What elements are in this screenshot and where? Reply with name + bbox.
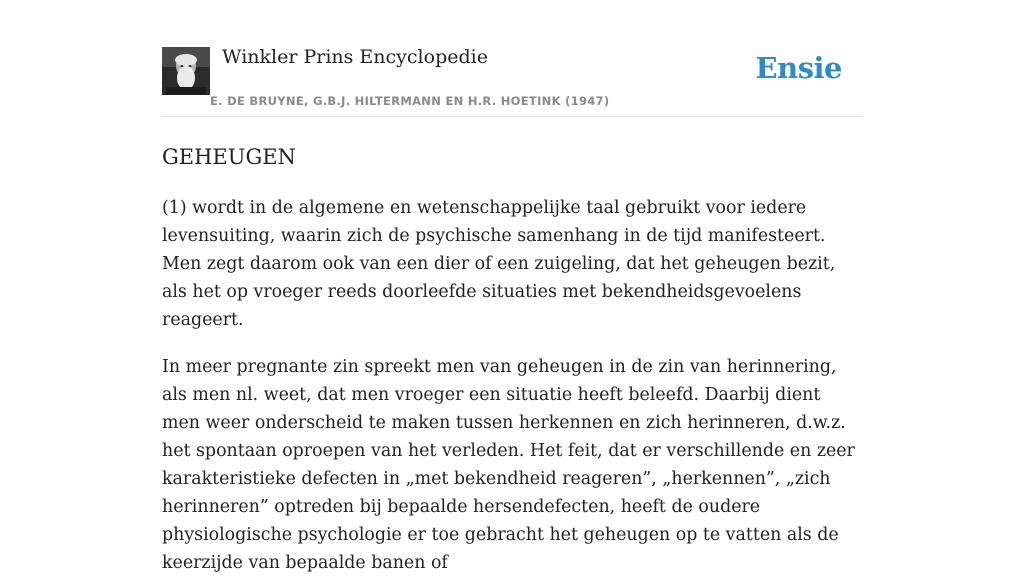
author-credits: E. DE BRUYNE, G.B.J. HILTERMANN EN H.R. HOETINK (1947) — [210, 94, 610, 108]
article-paragraph-1: (1) wordt in de algemene en wetenschappelijke taal gebruikt voor iedere levensuiting, waarin zich de psychische samenhang in de tijd manifesteert. Men zegt daarom ook van een dier of een zuigeling, dat het geheugen bezit, als het op vroeger reeds doorleefde situaties met bekendheidsgevoelens reageert. — [162, 198, 836, 330]
site-header — [162, 0, 862, 117]
article-paragraph-2: In meer pregnante zin spreekt men van geheugen in de zin van herinnering, als men nl. weet, dat men vroeger een situatie heeft beleefd. Daarbij dient men weer onderscheid te maken tussen herkennen en zich herinneren, d.w.z. het spontaan oproepen van het verleden. Het feit, dat er verschillende en zeer karakteristieke defecten in „met bekendheid reageren”, „herkennen”, „zich herinneren” optreden bij bepaalde hersendefecten, heeft de oudere physiologische psychologie er toe gebracht het geheugen op te vatten als de keerzijde van bepaalde banen of — [162, 357, 855, 573]
author-avatar[interactable] — [162, 47, 210, 95]
author-portrait-icon — [162, 47, 210, 95]
article-title: GEHEUGEN — [162, 145, 296, 169]
brand-logo[interactable]: Ensie — [755, 51, 842, 85]
content-container — [162, 0, 862, 577]
site-title[interactable]: Winkler Prins Encyclopedie — [222, 46, 488, 68]
